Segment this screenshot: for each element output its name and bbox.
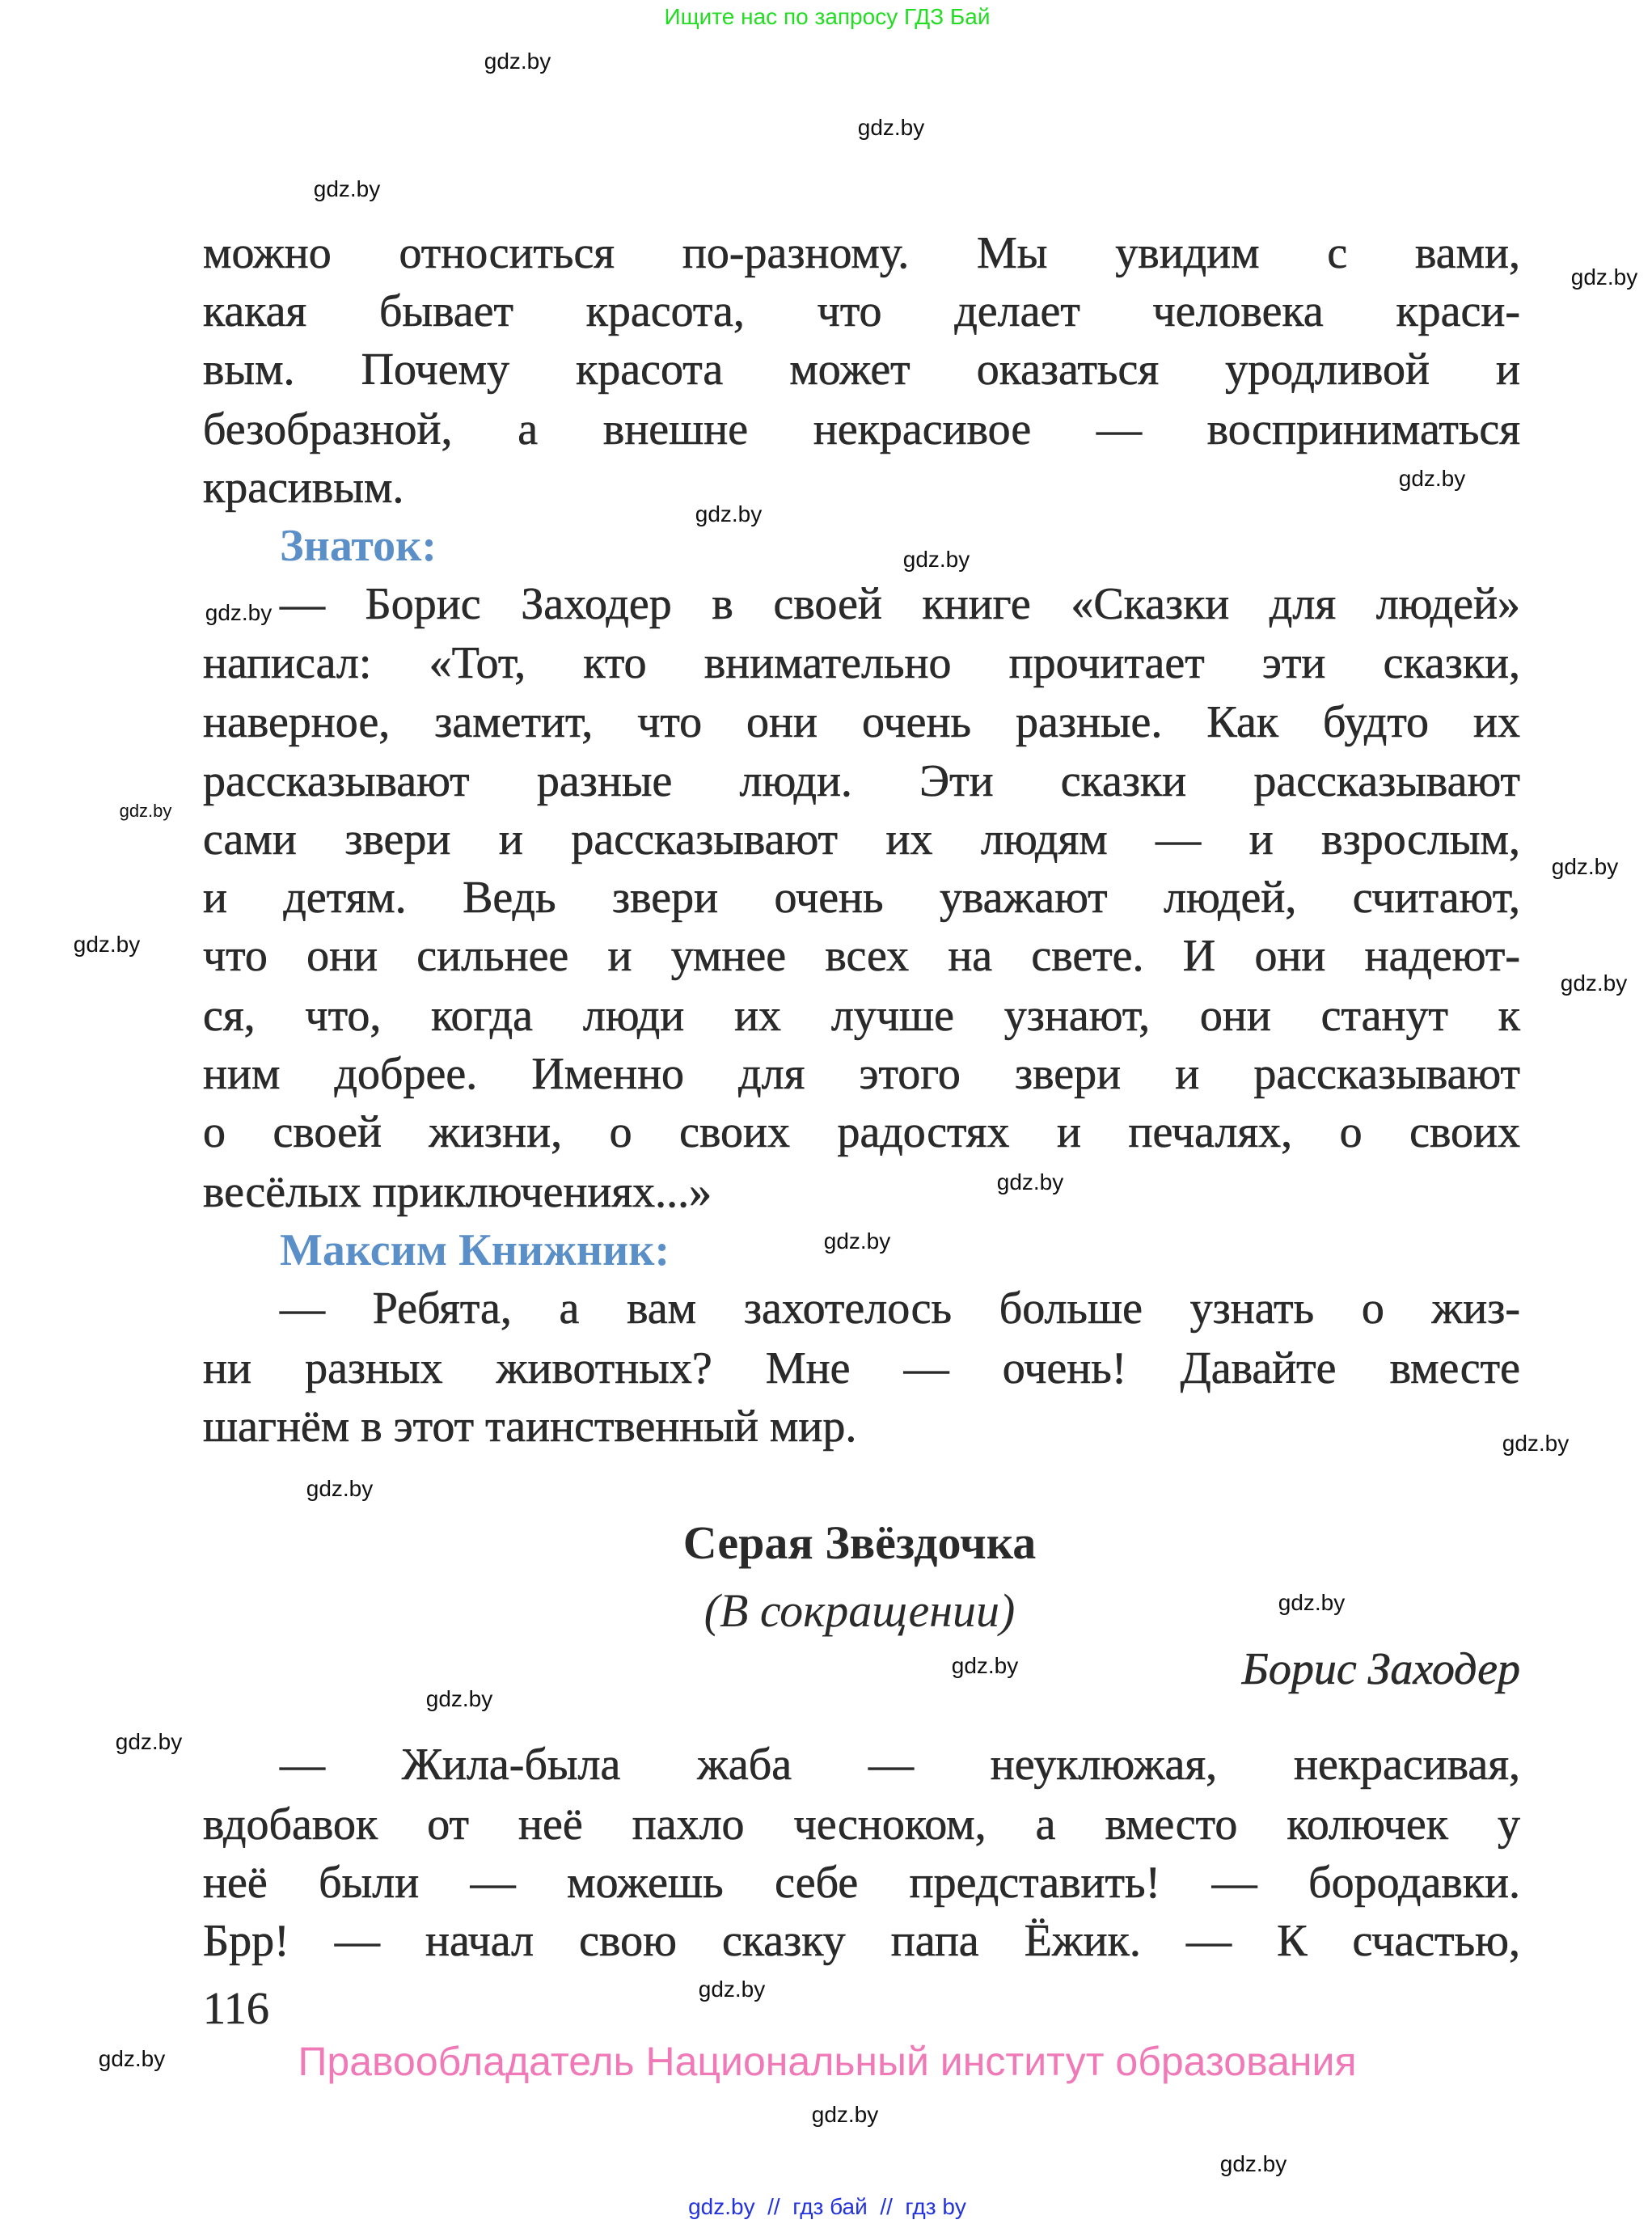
bottom-links[interactable]: gdz.by // гдз бай // гдз by: [688, 2194, 966, 2219]
watermark: gdz.by: [119, 801, 172, 821]
text-line: шагнём в этот таинственный мир.: [203, 1402, 857, 1452]
text-line: какая бывает красота, что делает человека краси-: [203, 286, 1520, 336]
text-line: безобразной, а внешне некрасивое — восприниматься: [203, 404, 1520, 455]
text-line: Брр! — начал свою сказку папа Ёжик. — К счастью,: [203, 1916, 1520, 1966]
watermark: gdz.by: [1219, 2151, 1287, 2176]
text-line: ним добрее. Именно для этого звери и рассказывают: [203, 1049, 1520, 1099]
watermark: gdz.by: [1398, 466, 1466, 491]
text-line: что они сильнее и умнее всех на свете. И они надеют-: [203, 931, 1520, 981]
text-line: — Борис Заходер в своей книге «Сказки для людей»: [280, 579, 1520, 629]
text-line: и детям. Ведь звери очень уважают людей, считают,: [203, 873, 1520, 923]
watermark: gdz.by: [98, 2046, 166, 2071]
text-line: о своей жизни, о своих радостях и печалях, о своих: [203, 1107, 1520, 1157]
watermark: gdz.by: [306, 1476, 374, 1501]
watermark: gdz.by: [857, 115, 925, 140]
top-banner: Ищите нас по запросу ГДЗ Бай: [664, 4, 991, 29]
watermark: gdz.by: [484, 49, 551, 74]
text-line: весёлых приключениях...»: [203, 1167, 712, 1217]
watermark: gdz.by: [115, 1729, 183, 1754]
speaker-maxim: Максим Книжник:: [280, 1225, 670, 1275]
text-line: — Ребята, а вам захотелось больше узнать о жиз-: [280, 1283, 1520, 1334]
watermark: gdz.by: [1570, 264, 1638, 290]
watermark: gdz.by: [313, 176, 381, 201]
watermark: gdz.by: [425, 1686, 493, 1711]
text-line: вдобавок от неё пахло чесноком, а вместо колючек у: [203, 1799, 1520, 1850]
watermark: gdz.by: [1278, 1590, 1346, 1615]
watermark: gdz.by: [205, 600, 273, 625]
text-line: красивым.: [203, 463, 404, 513]
watermark: gdz.by: [951, 1653, 1019, 1678]
watermark: gdz.by: [811, 2102, 879, 2127]
story-author: Борис Заходер: [1241, 1644, 1520, 1694]
watermark: gdz.by: [823, 1228, 891, 1254]
text-line: наверное, заметит, что они очень разные. Как будто их: [203, 697, 1520, 747]
text-line: вым. Почему красота может оказаться уродливой и: [203, 345, 1520, 395]
text-line: можно относиться по-разному. Мы увидим с вами,: [203, 228, 1520, 278]
text-line: неё были — можешь себе представить! — бородавки.: [203, 1858, 1520, 1908]
speaker-expert: Знаток:: [280, 521, 437, 571]
text-line: — Жила-была жаба — неуклюжая, некрасивая,: [280, 1740, 1520, 1790]
watermark: gdz.by: [1502, 1431, 1570, 1456]
text-line: сами звери и рассказывают их людям — и взрослым,: [203, 814, 1520, 865]
watermark: gdz.by: [695, 501, 763, 526]
page-number: 116: [203, 1984, 269, 2034]
watermark: gdz.by: [698, 1977, 766, 2002]
watermark: gdz.by: [996, 1169, 1064, 1194]
watermark: gdz.by: [1560, 970, 1628, 996]
copyright-note: Правообладатель Национальный институт образования: [298, 2039, 1357, 2084]
watermark: gdz.by: [902, 547, 970, 572]
story-title: Серая Звёздочка: [682, 1516, 1037, 1569]
watermark: gdz.by: [73, 932, 141, 957]
story-note: (В сокращении): [703, 1584, 1016, 1637]
text-line: ся, что, когда люди их лучше узнают, они станут к: [203, 991, 1520, 1041]
text-line: написал: «Тот, кто внимательно прочитает эти сказки,: [203, 638, 1520, 688]
watermark: gdz.by: [1551, 854, 1619, 879]
text-line: ни разных животных? Мне — очень! Давайте вместе: [203, 1343, 1520, 1393]
text-line: рассказывают разные люди. Эти сказки рассказывают: [203, 756, 1520, 806]
